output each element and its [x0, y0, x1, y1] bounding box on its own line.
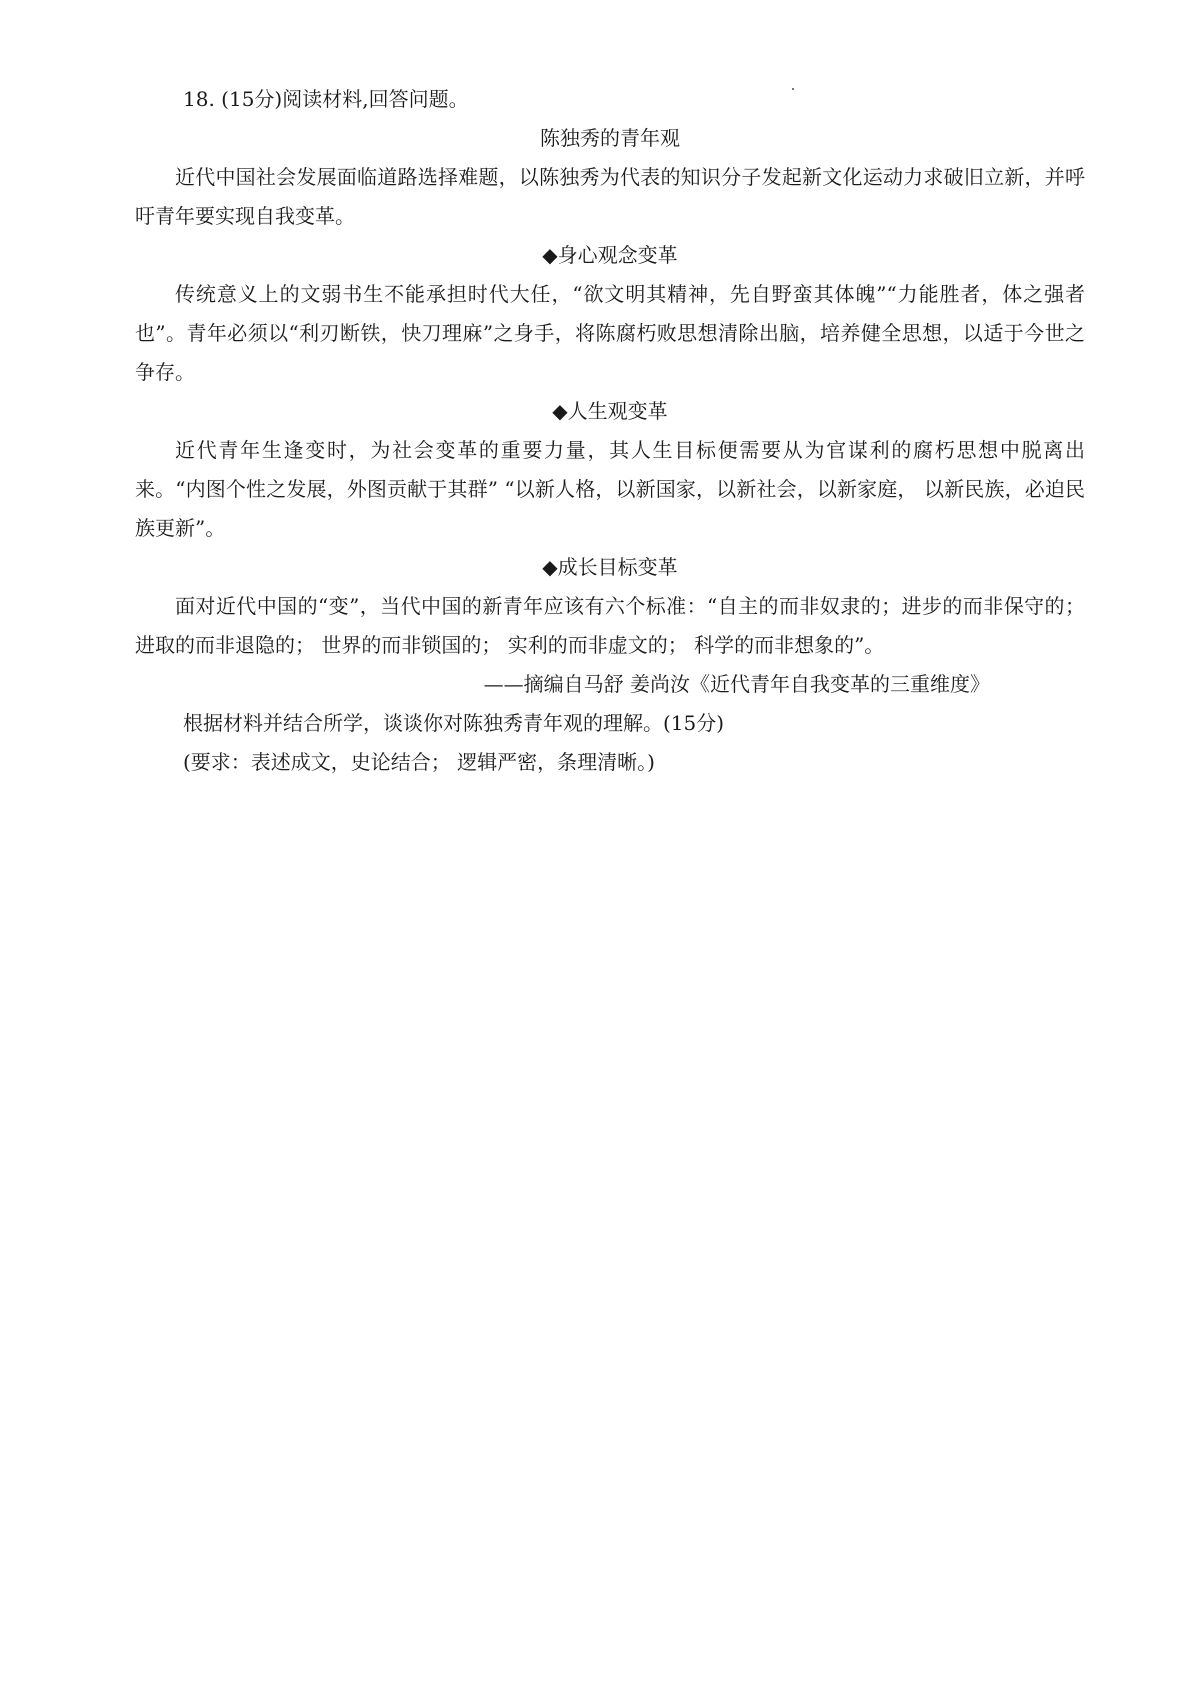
- question-prompt: 根据材料并结合所学，谈谈你对陈独秀青年观的理解。(15分): [183, 711, 725, 735]
- question-18: [135, 80, 1085, 782]
- section-heading-body-mind: ◆身心观念变革: [542, 243, 678, 267]
- section-body-growth-goal: 面对近代中国的“变”，当代中国的新青年应该有六个标准：“自主的而非奴隶的；进步的而非保守的； 进取的而非退隐的； 世界的而非锁国的； 实利的而非虚文的； 科学的而非想象的”。: [135, 594, 1085, 657]
- section-body-life-view: 近代青年生逢变时，为社会变革的重要力量，其人生目标便需要从为官谋利的腐朽思想中脱离出来。“内图个性之发展，外图贡献于其群” “以新人格，以新国家，以新社会，以新家庭， 以新民族，必迫民族更新”。: [135, 438, 1085, 540]
- source-citation: ——摘编自马舒 姜尚汝《近代青年自我变革的三重维度》: [483, 672, 990, 696]
- section-heading-growth-goal: ◆成长目标变革: [542, 555, 678, 579]
- section-body-body-mind: 传统意义上的文弱书生不能承担时代大任，“欲文明其精神，先自野蛮其体魄”“力能胜者，体之强者也”。青年必须以“利刃断铁，快刀理麻”之身手，将陈腐朽败思想清除出脑，培养健全思想，以适于今世之争存。: [135, 282, 1085, 384]
- answer-requirement: (要求：表述成文，史论结合； 逻辑严密，条理清晰。): [183, 750, 655, 774]
- question-header: 18. (15分)阅读材料,回答问题。: [183, 87, 469, 111]
- intro-paragraph: 近代中国社会发展面临道路选择难题，以陈独秀为代表的知识分子发起新文化运动力求破旧立新，并呼吁青年要实现自我变革。: [135, 165, 1085, 228]
- section-heading-life-view: ◆人生观变革: [552, 399, 668, 423]
- material-title: 陈独秀的青年观: [540, 126, 680, 150]
